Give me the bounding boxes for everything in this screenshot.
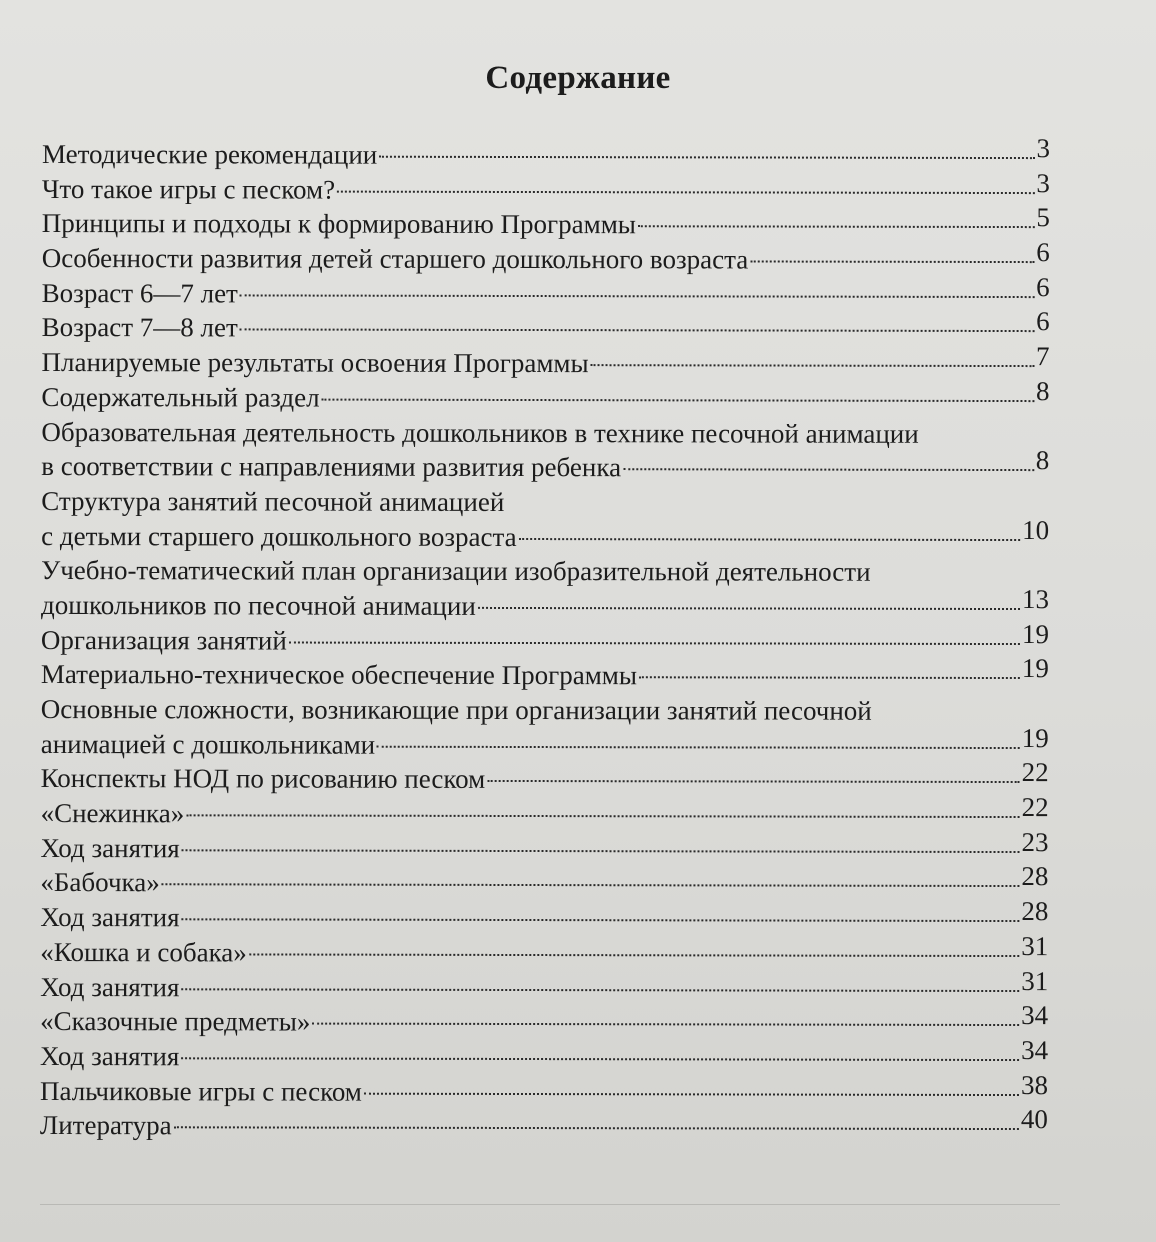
dot-leader: [377, 745, 1020, 748]
toc-entry-page: 6: [1036, 237, 1050, 268]
dot-leader: [174, 1127, 1019, 1131]
dot-leader: [181, 988, 1019, 992]
toc-entry-page: 3: [1036, 133, 1051, 164]
toc-entry: [40, 965, 1049, 1006]
toc-entry: [41, 237, 1050, 278]
toc-entry-page: 31: [1021, 930, 1049, 961]
toc-entry-page: 8: [1035, 445, 1050, 476]
toc-entry-title: Планируемые результаты освоения Программы: [41, 347, 589, 379]
toc-entry: [41, 133, 1051, 174]
toc-entry: [41, 202, 1050, 243]
toc-entry: [40, 896, 1049, 937]
toc-entry: [41, 375, 1050, 417]
toc-entry-title: Возраст 6—7 лет: [41, 277, 238, 309]
toc-entry-title: «Снежинка»: [40, 798, 185, 829]
toc-entry-title: Ход занятия: [40, 971, 180, 1002]
toc-entry-title: Содержательный раздел: [41, 381, 320, 413]
dot-leader: [312, 1023, 1019, 1026]
toc-entry-title: Материально-техническое обеспечение Программы: [40, 659, 638, 691]
toc-entry-title: Что такое игры с песком?: [41, 173, 336, 205]
dot-leader: [591, 364, 1034, 367]
toc-entry-title: Литература: [39, 1110, 172, 1141]
toc-entry-title: Образовательная деятельность дошкольников в технике песочной анимации: [41, 416, 919, 449]
toc-entry-page: 3: [1036, 167, 1050, 198]
dot-leader: [240, 294, 1034, 298]
toc-entry-multiline: [41, 484, 1049, 555]
toc-entry-page: 19: [1021, 653, 1049, 684]
toc-entry-multiline: [41, 414, 1049, 485]
toc-entry: [41, 306, 1050, 347]
toc-entry-title: «Сказочные предметы»: [40, 1006, 311, 1037]
toc-entry-page: 28: [1021, 861, 1049, 892]
toc-entry-title: Принципы и подходы к формированию Программы: [41, 208, 636, 240]
dot-leader: [240, 329, 1034, 333]
toc-entry: [41, 167, 1050, 209]
toc-entry-page: 8: [1035, 375, 1050, 406]
toc-entry: [40, 653, 1049, 694]
toc-entry-page: 6: [1036, 306, 1050, 337]
dot-leader: [519, 538, 1021, 541]
toc-entry-title: «Кошка и собака»: [40, 936, 247, 968]
toc-entry-title: Конспекты НОД по рисованию песком: [40, 763, 486, 795]
dot-leader: [379, 156, 1034, 159]
toc-entry: [39, 1069, 1049, 1111]
toc-entry-page: 19: [1021, 618, 1049, 649]
dot-leader: [337, 190, 1034, 193]
toc-entry-page: 22: [1021, 792, 1049, 823]
dot-leader: [249, 953, 1020, 957]
toc-entry-title-continued: в соответствии с направлениями развития ребенка: [41, 451, 622, 483]
dot-leader: [639, 677, 1020, 680]
toc-entry: [39, 1104, 1048, 1145]
toc-entry-page: 23: [1021, 826, 1049, 857]
toc-entry-title: Основные сложности, возникающие при организации занятий песочной: [40, 693, 872, 726]
toc-entry-title: Ход занятия: [40, 1040, 180, 1072]
toc-entry-page: 7: [1036, 341, 1050, 372]
toc-entry-page: 6: [1036, 271, 1050, 302]
toc-entry-title: Пальчиковые игры с песком: [39, 1075, 362, 1107]
toc-entry-title-continued: с детьми старшего дошкольного возраста: [41, 520, 517, 552]
toc-entry-title: Особенности развития детей старшего дошкольного возраста: [41, 243, 749, 275]
toc-entry: [41, 271, 1050, 313]
toc-entry: [40, 1000, 1049, 1041]
toc-entry-multiline: [41, 553, 1049, 624]
toc-entry: [40, 757, 1049, 798]
toc-entry-page: 28: [1021, 896, 1049, 927]
toc-entry: [40, 826, 1049, 868]
dot-leader: [289, 641, 1020, 645]
toc-entry-page: 34: [1021, 1034, 1049, 1065]
dot-leader: [182, 918, 1020, 922]
toc-entry-page: 5: [1036, 202, 1050, 233]
dot-leader: [322, 398, 1034, 401]
dot-leader: [487, 780, 1019, 783]
toc-entry-title: Структура занятий песочной анимацией: [41, 485, 505, 517]
toc-entry-page: 13: [1022, 583, 1050, 615]
dot-leader: [478, 607, 1020, 610]
toc-entry-page: 10: [1022, 514, 1050, 545]
toc-entry-title: Возраст 7—8 лет: [41, 312, 238, 343]
toc-entry: [40, 930, 1049, 972]
dot-leader: [364, 1092, 1019, 1095]
toc-entry-page: 38: [1020, 1069, 1049, 1100]
toc-entry-title-continued: анимацией с дошкольниками: [40, 728, 376, 760]
toc-entry-page: 40: [1020, 1104, 1048, 1135]
dot-leader: [162, 884, 1020, 888]
toc-entry-title: Методические рекомендации: [41, 139, 378, 170]
toc-entry-title: Учебно-тематический план организации изобразительной деятельности: [41, 555, 871, 587]
toc-entry: [40, 861, 1049, 902]
toc-entry-page: 22: [1021, 757, 1049, 788]
toc-entry-title: Организация занятий: [40, 624, 287, 656]
toc-entry-title-continued: дошкольников по песочной анимации: [40, 589, 476, 621]
toc-entry: [40, 1034, 1049, 1076]
toc-entry-title: Ход занятия: [40, 902, 180, 933]
toc-entry-multiline: [41, 692, 1049, 763]
toc-entry-title: «Бабочка»: [40, 867, 160, 898]
toc-entry: [41, 341, 1050, 382]
toc-entry: [40, 618, 1049, 660]
page-title: Содержание: [485, 60, 671, 96]
page-edge-divider: [40, 1204, 1060, 1205]
toc-entry-title: Ход занятия: [40, 832, 180, 864]
toc-entry-page: 34: [1021, 1000, 1049, 1031]
table-of-contents: [39, 133, 1051, 1145]
dot-leader: [181, 1057, 1019, 1061]
dot-leader: [182, 849, 1020, 853]
dot-leader: [186, 814, 1019, 818]
dot-leader: [750, 261, 1034, 264]
toc-entry: [40, 792, 1049, 833]
toc-entry-page: 31: [1021, 965, 1049, 996]
dot-leader: [623, 468, 1034, 471]
toc-entry-page: 19: [1021, 722, 1049, 753]
dot-leader: [638, 226, 1034, 229]
